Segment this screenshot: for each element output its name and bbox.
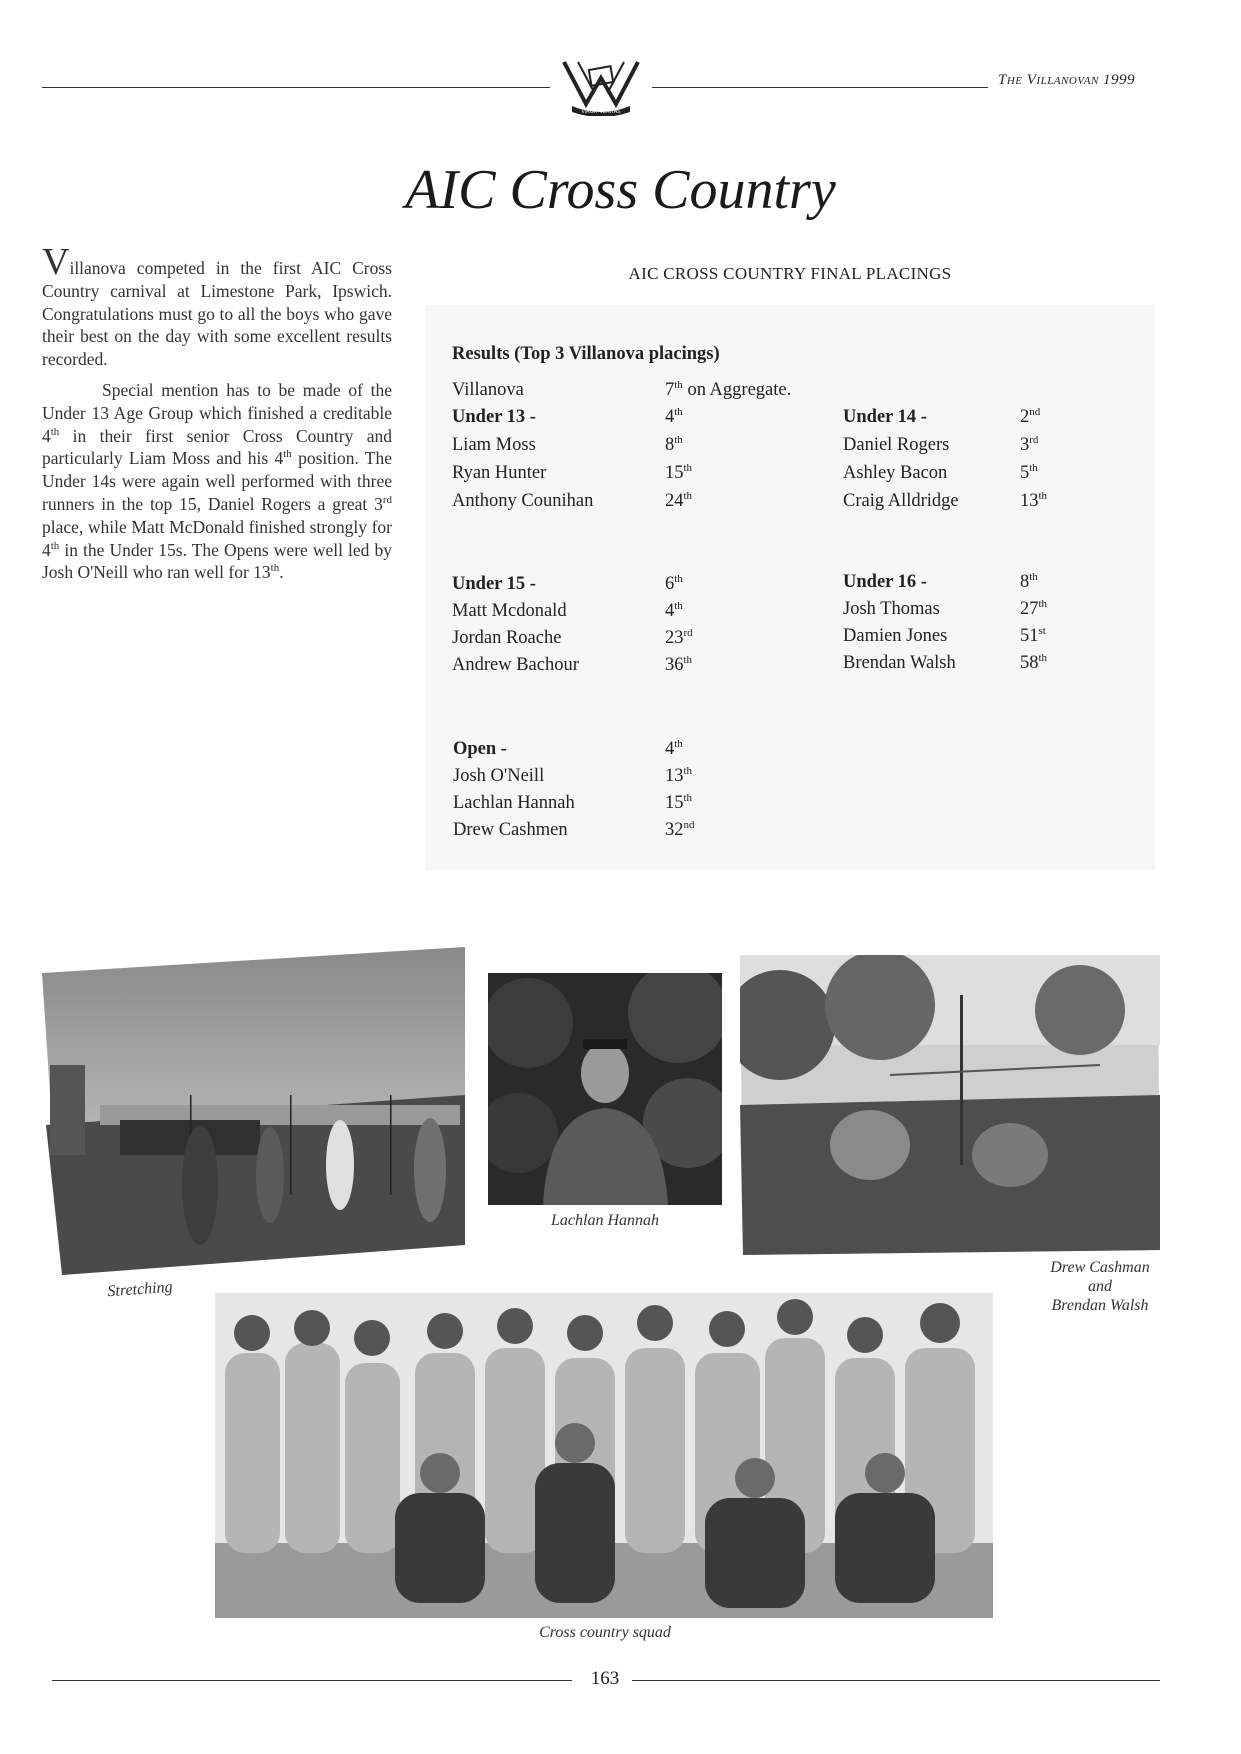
aggregate-label: Villanova (452, 380, 524, 400)
u13-title: Under 13 - (452, 407, 536, 427)
u14-runner-name: Ashley Bacon (843, 463, 948, 483)
u14-runner-place: 13th (1020, 490, 1048, 511)
u14-runner-name: Daniel Rogers (843, 435, 950, 455)
intro-p2-e: in the Under 15s. The Opens were well led by Josh O'Neill who ran well for 13 (42, 539, 392, 583)
u16-runner-name: Damien Jones (843, 626, 948, 646)
u14-runner-place: 5th (1020, 462, 1038, 483)
sup: th (50, 539, 60, 552)
u13-runner-name: Liam Moss (452, 435, 536, 455)
open-runner-place: 13th (665, 765, 693, 786)
sup: th (270, 562, 280, 575)
caption-squad: Cross country squad (539, 1624, 671, 1641)
u15-runner-name: Jordan Roache (452, 628, 562, 648)
u16-runner-place: 27th (1020, 598, 1048, 619)
header-rule-right (652, 87, 988, 88)
school-crest-icon (556, 56, 646, 116)
u15-title: Under 15 - (452, 574, 536, 594)
u16-place: 8th (1020, 571, 1038, 592)
u14-runner-place: 3rd (1020, 434, 1039, 455)
u16-title: Under 16 - (843, 572, 927, 592)
results-subheading: Results (Top 3 Villanova placings) (452, 344, 720, 364)
intro-paragraph-2 (42, 379, 392, 584)
dropcap: V (42, 241, 70, 283)
intro-p2-f: . (279, 562, 284, 583)
caption-lachlan-hannah: Lachlan Hannah (551, 1212, 659, 1229)
intro-p2-c: position. The Under 14s were again well performed with three runners in the top 15, Daniel Rogers a great 3 (42, 448, 392, 514)
u16-runner-place: 58th (1020, 652, 1048, 673)
u15-runner-place: 23rd (665, 627, 693, 648)
sup: th (283, 448, 292, 461)
open-place: 4th (665, 738, 683, 759)
caption-line: Brendan Walsh (1051, 1297, 1149, 1314)
u15-place: 6th (665, 573, 683, 594)
page-title: AIC Cross Country (405, 159, 836, 221)
cross-country-squad-photo (215, 1293, 993, 1618)
logo-motto: VIRGIT VERITAS (581, 109, 621, 115)
intro-paragraph-1 (42, 241, 392, 371)
u15-runner-place: 4th (665, 600, 683, 621)
header-rule-left (42, 87, 550, 88)
u13-runner-name: Ryan Hunter (452, 463, 547, 483)
intro-p2-b: in their first senior Cross Country and particularly Liam Moss and his 4 (42, 425, 392, 469)
u16-runner-name: Josh Thomas (843, 599, 940, 619)
sup: rd (382, 493, 392, 506)
u15-runner-name: Matt Mcdonald (452, 601, 567, 621)
intro-text (42, 241, 392, 592)
open-runner-name: Josh O'Neill (453, 766, 545, 786)
aggregate-value: 7th on Aggregate. (665, 379, 792, 400)
footer-rule-right (632, 1680, 1160, 1681)
sup: th (50, 425, 60, 438)
caption-line: Drew Cashman (1050, 1259, 1150, 1276)
intro-p1-text: illanova competed in the first AIC Cross Country carnival at Limestone Park, Ipswich. Congratulations must go to all the boys who gave their best on the day with some excellent results recorded. (42, 258, 392, 370)
u13-runner-place: 8th (665, 434, 683, 455)
u16-runner-name: Brendan Walsh (843, 653, 956, 673)
open-runner-place: 15th (665, 792, 693, 813)
open-title: Open - (453, 739, 507, 759)
open-runner-name: Lachlan Hannah (453, 793, 575, 813)
u16-runner-place: 51st (1020, 625, 1046, 646)
u13-runner-name: Anthony Counihan (452, 491, 594, 511)
intro-p2-d: place, while Matt McDonald finished strongly for 4 (42, 516, 392, 560)
caption-drew-brendan (1020, 1258, 1180, 1315)
drew-brendan-photo (740, 955, 1160, 1255)
u15-runner-name: Andrew Bachour (452, 655, 579, 675)
open-runner-place: 32nd (665, 819, 695, 840)
results-heading: AIC CROSS COUNTRY FINAL PLACINGS (628, 264, 952, 283)
caption-line: and (1088, 1278, 1112, 1295)
stretching-photo (40, 945, 465, 1275)
magazine-title: The Villanovan 1999 (998, 72, 1136, 88)
u15-runner-place: 36th (665, 654, 693, 675)
page-number: 163 (590, 1668, 620, 1689)
u14-place: 2nd (1020, 406, 1041, 427)
intro-p2-a: Special mention has to be made of the Under 13 Age Group which finished a creditable 4 (42, 379, 392, 446)
u13-runner-place: 15th (665, 462, 693, 483)
u13-place: 4th (665, 406, 683, 427)
u13-runner-place: 24th (665, 490, 693, 511)
open-runner-name: Drew Cashmen (453, 820, 568, 840)
u14-runner-name: Craig Alldridge (843, 491, 959, 511)
u14-title: Under 14 - (843, 407, 927, 427)
lachlan-hannah-photo (488, 973, 722, 1205)
caption-stretching: Stretching (106, 1278, 174, 1301)
footer-rule-left (52, 1680, 572, 1681)
